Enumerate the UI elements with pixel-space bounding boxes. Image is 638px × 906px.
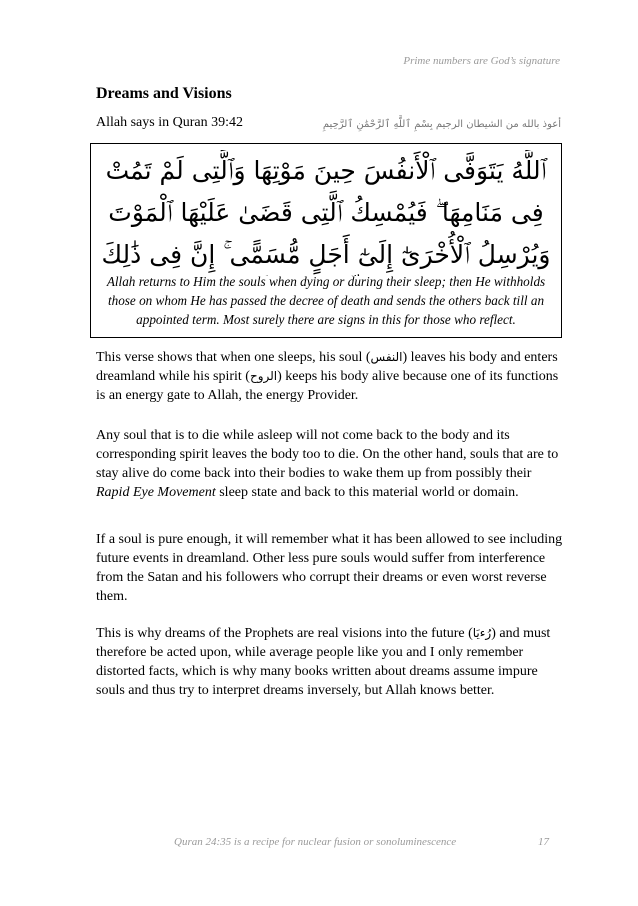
paragraph-2 — [96, 426, 566, 502]
istiadha-text: أعوذ بالله من الشيطان الرجيم بِسْمِ ٱللَّهِ ٱلرَّحْمَٰنِ ٱلرَّحِيمِ — [322, 119, 561, 130]
section-title: Dreams and Visions — [96, 85, 232, 102]
p2-text-end: sleep state and back to this material world or domain. — [219, 485, 519, 500]
intro-row — [96, 115, 561, 135]
ruya-term: رُءيَا — [472, 626, 492, 640]
paragraph-4 — [96, 624, 566, 700]
p2-text: Any soul that is to die while asleep will not come back to the body and its corresponding spirit leaves the body too to die. On the other hand, souls that are to stay alive do come back into their bodies to wake them up from possibly their — [96, 428, 559, 481]
ruh-term: الروح — [249, 369, 278, 383]
p4-text-b: ) and must therefore be acted upon, while average people like you and I only remember distorted facts, which is why many books written about dreams assume impure souls and thus try to interpret dreams inversely, but Allah knows better. — [96, 626, 551, 698]
p4-text-a: This is why dreams of the Prophets are real visions into the future ( — [96, 626, 473, 641]
p1-text-a: This verse shows that when one sleeps, his soul ( — [96, 350, 371, 365]
running-header: Prime numbers are God’s signature — [403, 55, 560, 67]
p1-text-c: ) keeps his body alive because one of its functions is an energy gate to Allah, the energy Provider. — [96, 369, 559, 403]
paragraph-1 — [96, 348, 566, 405]
paragraph-3: If a soul is pure enough, it will remember what it has been allowed to see including future events in dreamland. Other less pure souls would suffer from interference from the Satan and his followers who corrupt their dreams or even worst reverse them. — [96, 532, 563, 604]
footer-note: Quran 24:35 is a recipe for nuclear fusion or sonoluminescence — [174, 836, 457, 848]
p1-text-b: ) leaves his body and enters dreamland while his spirit ( — [96, 350, 558, 384]
verse-arabic: ٱللَّهُ يَتَوَفَّى ٱلْأَنفُسَ حِينَ مَوْتِهَا وَٱلَّتِى لَمْ تَمُتْ فِى مَنَامِهَا ۖ فَيُمْسِكُ ٱلَّتِى قَضَىٰ عَلَيْهَا ٱلْمَوْتَ وَيُرْسِلُ ٱلْأُخْرَىٰٓ إِلَىٰٓ أَجَلٍ مُّسَمًّى ۚ إِنَّ فِى ذَٰلِكَ — [101, 156, 551, 269]
p2-emphasis: Rapid Eye Movement — [96, 485, 216, 500]
verse-translation: Allah returns to Him the souls when dying or during their sleep; then He withholds those on whom He has passed the decree of death and sends the others back till an appointed term. Most surely there are signs in this for those who reflect. — [106, 274, 546, 327]
nafs-term: النفس — [370, 350, 403, 364]
page-number: 17 — [538, 836, 549, 848]
verse-box — [90, 143, 562, 338]
intro-text: Allah says in Quran 39:42 — [96, 115, 243, 130]
